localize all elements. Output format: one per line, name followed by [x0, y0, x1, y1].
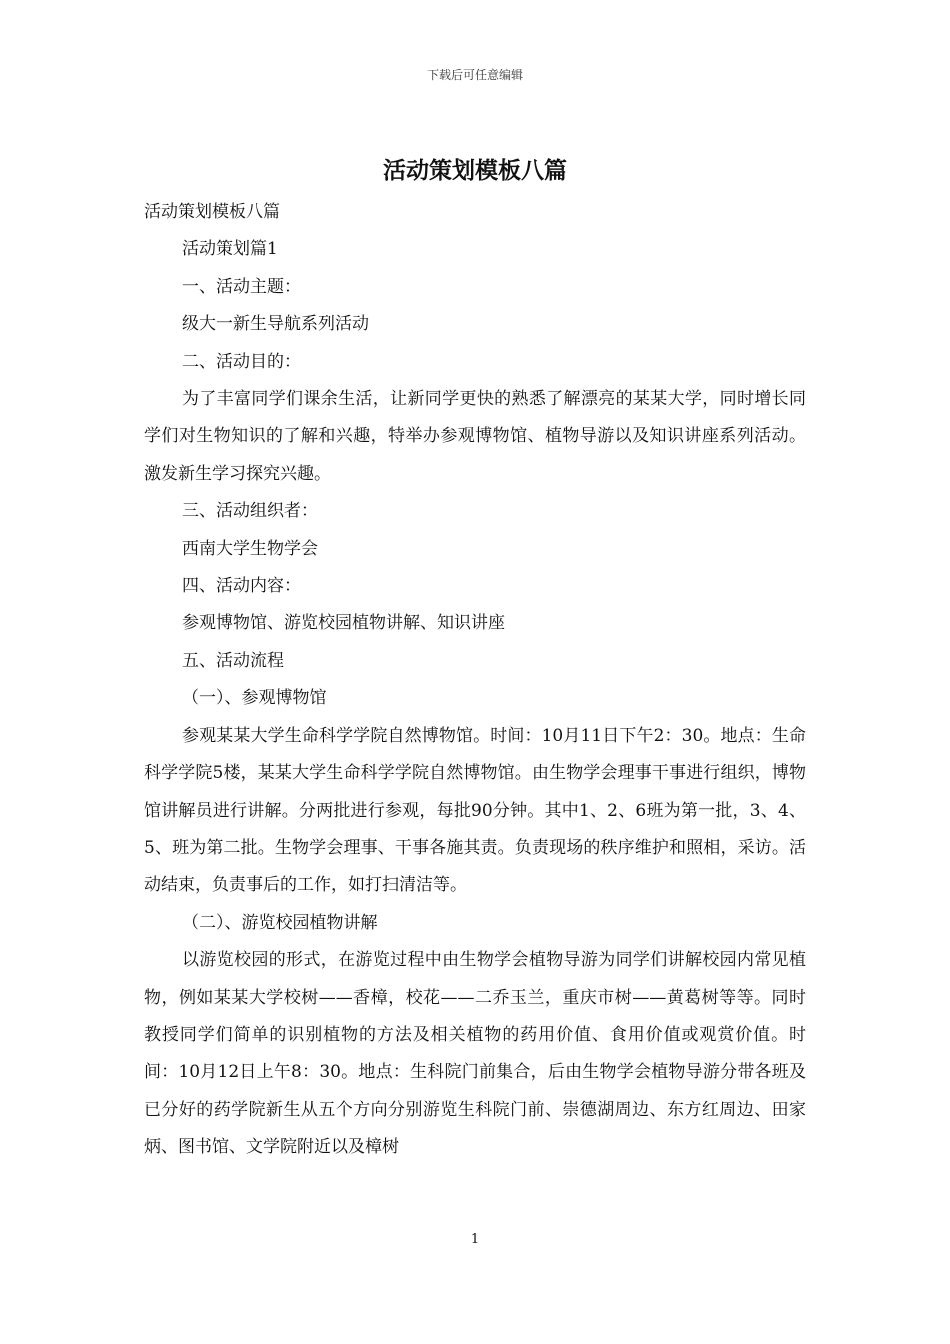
- body-paragraph: 三、活动组织者：: [182, 501, 318, 522]
- page-number: 1: [470, 1232, 480, 1247]
- body-paragraph: 活动策划篇1: [182, 239, 278, 260]
- body-paragraph: 西南大学生物学会: [182, 538, 318, 559]
- body-paragraph: 五、活动流程: [182, 650, 284, 671]
- body-paragraph: 参观某某大学生命科学学院自然博物馆。时间：10月11日下午2：30。地点：生命科学学院5楼，某某大学生命科学学院自然博物馆。由生物学会理事干事进行组织，博物馆讲解员进行讲解。分两批进行参观，每批90分钟。其中1、2、6班为第一批，3、4、5、班为第二批。生物学会理事、干事各施其责。负责现场的秩序维护和照相，采访。活动结束，负责事后的工作，如打扫清洁等。: [144, 725, 806, 896]
- body-paragraph: （二）、游览校园植物讲解: [182, 912, 378, 933]
- document-title: 活动策划模板八篇: [383, 157, 567, 184]
- body-paragraph: 四、活动内容：: [182, 576, 301, 597]
- body-paragraph: 级大一新生导航系列活动: [182, 314, 369, 335]
- body-paragraph: 以游览校园的形式，在游览过程中由生物学会植物导游为同学们讲解校园内常见植物，例如某某大学校树——香樟，校花——二乔玉兰，重庆市树——黄葛树等等。同时教授同学们简单的识别植物的方法及相关植物的药用价值、食用价值或观赏价值。时间：10月12日上午8：30。地点：生科院门前集合，后由生物学会植物导游分带各班及已分好的药学院新生从五个方向分别游览生科院门前、崇德湖周边、东方红周边、田家炳、图书馆、文学院附近以及樟树: [144, 950, 806, 1158]
- body-paragraph: 二、活动目的：: [182, 351, 301, 372]
- body-paragraph: 活动策划模板八篇: [144, 202, 280, 222]
- header-note: 下载后可任意编辑: [426, 68, 523, 82]
- body-paragraph: 一、活动主题：: [182, 276, 301, 297]
- body-paragraph: 参观博物馆、游览校园植物讲解、知识讲座: [182, 613, 505, 634]
- document-body: [144, 194, 806, 1167]
- body-paragraph: （一）、参观博物馆: [182, 688, 327, 709]
- body-paragraph: 为了丰富同学们课余生活，让新同学更快的熟悉了解漂亮的某某大学，同时增长同学们对生物知识的了解和兴趣，特举办参观博物馆、植物导游以及知识讲座系列活动。激发新生学习探究兴趣。: [144, 389, 806, 484]
